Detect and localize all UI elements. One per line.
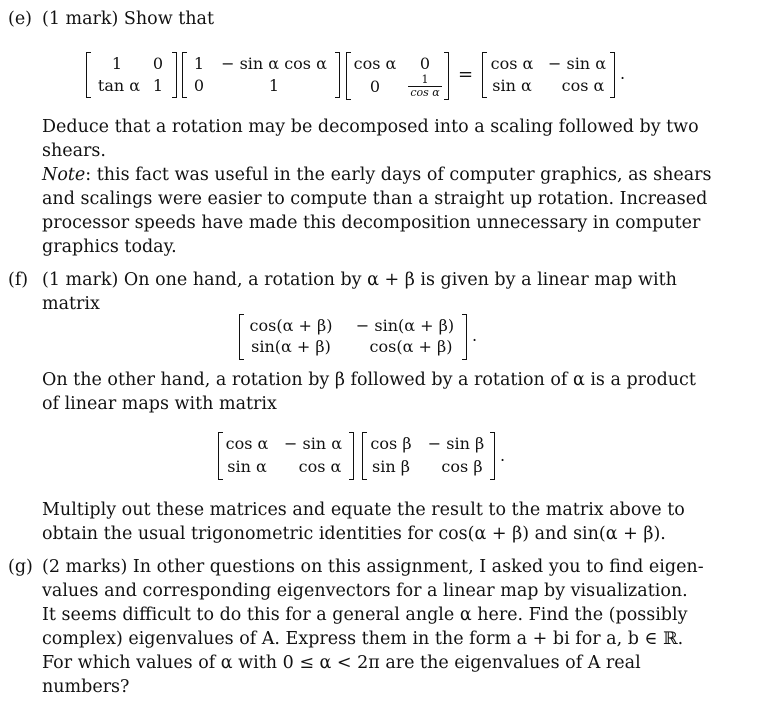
matrix-4-r1c1: cos α [490, 54, 534, 73]
rot-alpha-r1c1: cos α [225, 434, 269, 453]
part-e-deduce-line-1: Deduce that a rotation may be decomposed into a scaling followed by two [42, 117, 699, 137]
matrix-1-left-bracket [86, 52, 91, 98]
matrix-1-r2c1: tan α [97, 76, 141, 95]
part-f-line-1: (1 mark) On one hand, a rotation by α + β is given by a linear map with [42, 270, 677, 290]
part-f-other-line-2: of linear maps with matrix [42, 394, 277, 414]
part-g-line-1: (2 marks) In other questions on this assignment, I asked you to find eigen- [42, 557, 704, 577]
rot-alpha-left-bracket [218, 432, 223, 480]
sum-matrix-period: . [472, 326, 478, 345]
part-e-heading: (1 mark) Show that [42, 9, 215, 29]
sum-matrix-r1c2: − sin(α + β) [355, 316, 455, 335]
matrix-3-r2c2-fraction [408, 74, 442, 99]
matrix-2-r1c1: 1 [193, 54, 205, 73]
part-e-note-line-4: graphics today. [42, 237, 177, 257]
part-g-line-6: numbers? [42, 677, 130, 697]
part-e-note-line-1 [42, 164, 712, 186]
sum-matrix-r1c1: cos(α + β) [249, 316, 333, 335]
rot-beta-left-bracket [362, 432, 367, 480]
matrix-2-r2c2: 1 [268, 76, 280, 95]
matrix-4-r1c2: − sin α [547, 54, 606, 73]
rot-alpha-r2c1: sin α [227, 457, 267, 476]
fraction-denominator: cos α [410, 86, 440, 99]
note-text: : this fact was useful in the early days of computer graphics, as shears [85, 165, 712, 185]
matrix-4-left-bracket [482, 52, 487, 98]
rot-alpha-r1c2: − sin α [283, 434, 342, 453]
part-f-label: (f) [8, 270, 29, 290]
part-g-line-2: values and corresponding eigenvectors for a linear map by visualization. [42, 581, 688, 601]
part-g-label: (g) [8, 557, 33, 577]
part-f-multiply-line-1: Multiply out these matrices and equate the result to the matrix above to [42, 500, 685, 520]
matrix-4-right-bracket [610, 52, 615, 98]
product-period: . [500, 446, 506, 465]
part-f-line-2: matrix [42, 294, 100, 314]
note-label: Note [42, 165, 86, 185]
matrix-1-r1c1: 1 [111, 54, 123, 73]
part-f-other-line-1: On the other hand, a rotation by β followed by a rotation of α is a product [42, 370, 696, 390]
matrix-4-r2c2: cos α [561, 76, 605, 95]
sum-matrix-left-bracket [239, 314, 244, 360]
matrix-1-r1c2: 0 [152, 54, 164, 73]
part-e-note-line-3: processor speeds have made this decomposition unnecessary in computer [42, 213, 701, 233]
matrix-2-left-bracket [182, 52, 187, 98]
matrix-3-r1c2: 0 [419, 54, 431, 73]
matrix-3-right-bracket [444, 52, 449, 100]
equals-sign: = [458, 64, 474, 85]
sum-matrix-r2c2: cos(α + β) [369, 337, 453, 356]
rot-alpha-r2c2: cos α [298, 457, 342, 476]
rot-beta-right-bracket [490, 432, 495, 480]
rot-alpha-right-bracket [349, 432, 354, 480]
rot-beta-r2c1: sin β [372, 457, 410, 476]
matrix-3-r1c1: cos α [353, 54, 397, 73]
part-e-deduce-line-2: shears. [42, 141, 106, 161]
fraction-numerator: 1 [408, 74, 442, 87]
rot-beta-r1c2: − sin β [427, 434, 485, 453]
part-g-line-5: For which values of α with 0 ≤ α < 2π are the eigenvalues of A real [42, 653, 641, 673]
matrix-1-right-bracket [172, 52, 177, 98]
rot-beta-r2c2: cos β [441, 457, 483, 476]
part-g-line-4: complex) eigenvalues of A. Express them in the form a + bi for a, b ∈ ℝ. [42, 629, 684, 649]
matrix-3-r2c1: 0 [369, 77, 381, 96]
matrix-4-r2c1: sin α [492, 76, 532, 95]
matrix-3-left-bracket [346, 52, 351, 100]
part-g-line-3: It seems difficult to do this for a general angle α here. Find the (possibly [42, 605, 688, 625]
part-e-label: (e) [8, 9, 33, 29]
part-f-multiply-line-2: obtain the usual trigonometric identities for cos(α + β) and sin(α + β). [42, 524, 666, 544]
equation-period: . [620, 64, 626, 83]
sum-matrix-r2c1: sin(α + β) [251, 337, 331, 356]
matrix-2-right-bracket [335, 52, 340, 98]
matrix-1-r2c2: 1 [152, 76, 164, 95]
sum-matrix-right-bracket [462, 314, 467, 360]
matrix-2-r1c2: − sin α cos α [221, 54, 327, 73]
part-e-note-line-2: and scalings were easier to compute than a straight up rotation. Increased [42, 189, 708, 209]
rot-beta-r1c1: cos β [370, 434, 412, 453]
matrix-2-r2c1: 0 [193, 76, 205, 95]
